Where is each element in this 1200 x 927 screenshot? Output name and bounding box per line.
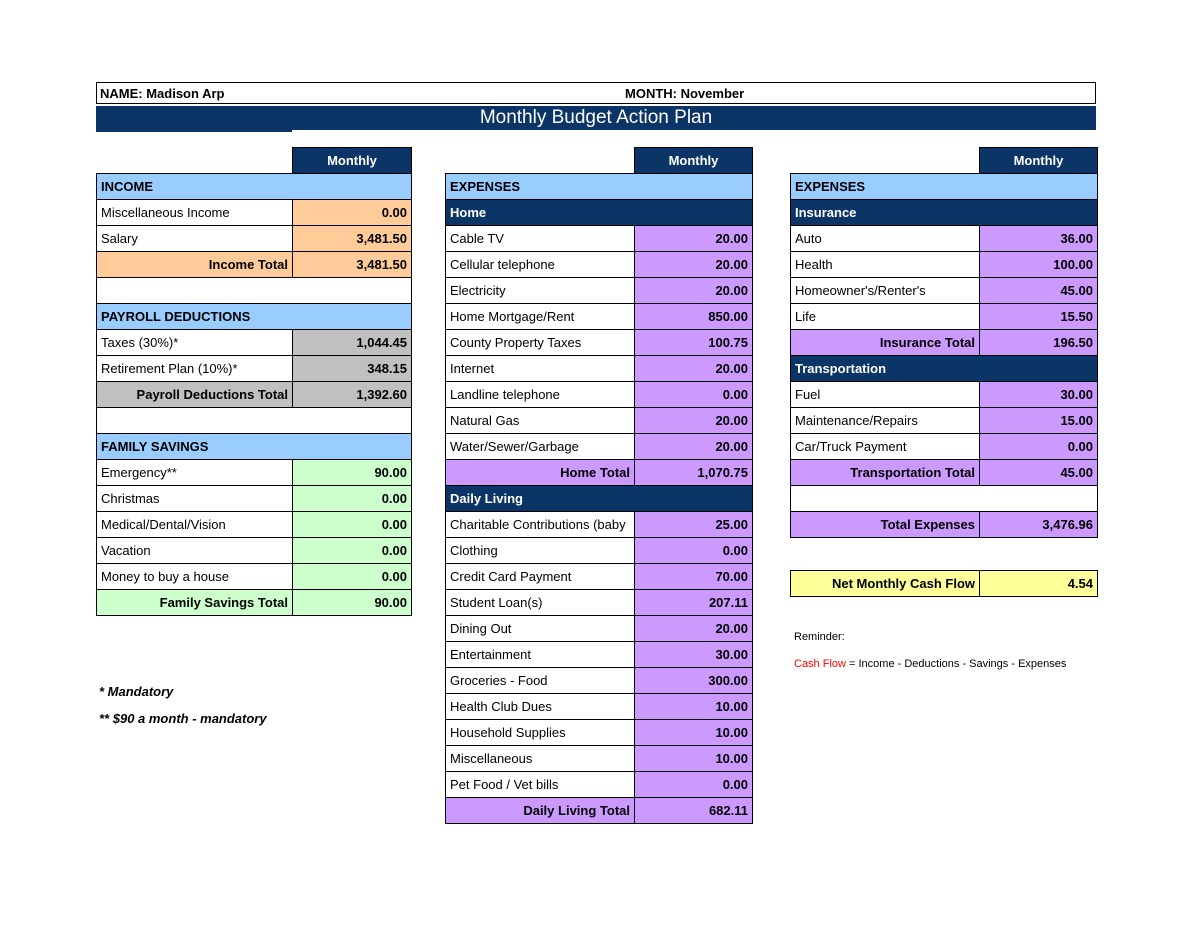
income-section-header: INCOME <box>97 174 412 200</box>
label-cell: Daily Living Total <box>446 798 635 824</box>
column-header: Monthly <box>635 148 753 174</box>
amount-cell: 196.50 <box>980 330 1098 356</box>
income-table <box>96 147 412 616</box>
header-bar <box>96 82 1096 104</box>
table-row <box>97 200 412 226</box>
table-row <box>446 278 753 304</box>
table-row <box>97 564 412 590</box>
label-cell[interactable]: Miscellaneous <box>446 746 635 772</box>
column-header: Monthly <box>980 148 1098 174</box>
savings-total-row <box>97 590 412 616</box>
amount-cell[interactable]: 70.00 <box>635 564 753 590</box>
label-cell: Home Total <box>446 460 635 486</box>
table-row <box>446 616 753 642</box>
daily-living-subheader: Daily Living <box>446 486 753 512</box>
amount-cell: 682.11 <box>635 798 753 824</box>
income-total-row <box>97 252 412 278</box>
label-cell[interactable]: Entertainment <box>446 642 635 668</box>
table-row <box>446 408 753 434</box>
table-row <box>97 538 412 564</box>
amount-cell[interactable]: 0.00 <box>293 200 412 226</box>
payroll-section-header: PAYROLL DEDUCTIONS <box>97 304 412 330</box>
amount-cell[interactable]: 10.00 <box>635 694 753 720</box>
table-row <box>97 512 412 538</box>
label-cell[interactable]: Clothing <box>446 538 635 564</box>
amount-cell[interactable]: 207.11 <box>635 590 753 616</box>
amount-cell: 1,070.75 <box>635 460 753 486</box>
cash-flow-formula <box>794 658 1066 670</box>
amount-cell[interactable]: 100.75 <box>635 330 753 356</box>
amount-cell[interactable]: 15.00 <box>980 408 1098 434</box>
formula-text: = Income - Deductions - Savings - Expenses <box>845 658 1067 670</box>
table-row <box>446 304 753 330</box>
label-cell: Transportation Total <box>791 460 980 486</box>
amount-cell[interactable]: 10.00 <box>635 746 753 772</box>
page-title: Monthly Budget Action Plan <box>96 106 1096 130</box>
label-cell[interactable]: Miscellaneous Income <box>97 200 293 226</box>
table-row <box>446 642 753 668</box>
column-header: Monthly <box>293 148 412 174</box>
table-row <box>446 538 753 564</box>
month-label: MONTH: November <box>625 86 745 101</box>
label-cell[interactable]: Life <box>791 304 980 330</box>
label-cell: Family Savings Total <box>97 590 293 616</box>
mandatory-note: * Mandatory <box>99 684 174 699</box>
amount-cell[interactable]: 3,481.50 <box>293 226 412 252</box>
expenses-middle-table <box>445 147 753 824</box>
amount-cell[interactable]: 0.00 <box>635 382 753 408</box>
label-cell[interactable]: Christmas <box>97 486 293 512</box>
label-cell[interactable]: Health Club Dues <box>446 694 635 720</box>
label-cell[interactable]: Landline telephone <box>446 382 635 408</box>
amount-cell: 3,476.96 <box>980 512 1098 538</box>
amount-cell[interactable]: 30.00 <box>980 382 1098 408</box>
table-row <box>446 252 753 278</box>
label-cell[interactable]: Dining Out <box>446 616 635 642</box>
table-row <box>446 772 753 798</box>
label-cell: Total Expenses <box>791 512 980 538</box>
amount-cell[interactable]: 20.00 <box>635 226 753 252</box>
label-cell: Payroll Deductions Total <box>97 382 293 408</box>
title-underline <box>96 130 292 132</box>
table-row <box>446 226 753 252</box>
reminder-title: Reminder: <box>794 631 845 643</box>
net-cash-flow-table <box>790 570 1098 597</box>
amount-cell[interactable]: 20.00 <box>635 252 753 278</box>
amount-cell[interactable]: 36.00 <box>980 226 1098 252</box>
amount-cell: 3,481.50 <box>293 252 412 278</box>
emergency-note: ** $90 a month - mandatory <box>99 711 267 726</box>
amount-cell: 1,392.60 <box>293 382 412 408</box>
table-row <box>446 694 753 720</box>
amount-cell[interactable]: 1,044.45 <box>293 330 412 356</box>
table-row <box>791 382 1098 408</box>
label-cell[interactable]: Water/Sewer/Garbage <box>446 434 635 460</box>
label-cell[interactable]: Money to buy a house <box>97 564 293 590</box>
savings-section-header: FAMILY SAVINGS <box>97 434 412 460</box>
label-cell[interactable]: Fuel <box>791 382 980 408</box>
table-row <box>446 564 753 590</box>
amount-cell[interactable]: 0.00 <box>635 772 753 798</box>
table-row <box>446 512 753 538</box>
table-row <box>446 590 753 616</box>
daily-living-total-row <box>446 798 753 824</box>
amount-cell[interactable]: 20.00 <box>635 434 753 460</box>
label-cell[interactable]: Internet <box>446 356 635 382</box>
label-cell[interactable]: Groceries - Food <box>446 668 635 694</box>
table-row <box>97 226 412 252</box>
table-row <box>97 460 412 486</box>
label-cell[interactable]: Electricity <box>446 278 635 304</box>
amount-cell[interactable]: 300.00 <box>635 668 753 694</box>
label-cell[interactable]: Student Loan(s) <box>446 590 635 616</box>
label-cell[interactable]: Taxes (30%)* <box>97 330 293 356</box>
label-cell[interactable]: Medical/Dental/Vision <box>97 512 293 538</box>
label-cell[interactable]: Natural Gas <box>446 408 635 434</box>
amount-cell[interactable]: 15.50 <box>980 304 1098 330</box>
expenses-section-header: EXPENSES <box>791 174 1098 200</box>
table-row <box>446 434 753 460</box>
insurance-total-row <box>791 330 1098 356</box>
amount-cell[interactable]: 0.00 <box>293 538 412 564</box>
payroll-total-row <box>97 382 412 408</box>
label-cell[interactable]: Emergency** <box>97 460 293 486</box>
table-row <box>446 356 753 382</box>
amount-cell[interactable]: 20.00 <box>635 278 753 304</box>
table-row <box>97 330 412 356</box>
label-cell[interactable]: Home Mortgage/Rent <box>446 304 635 330</box>
home-subheader: Home <box>446 200 753 226</box>
table-row <box>791 304 1098 330</box>
label-cell[interactable]: Cable TV <box>446 226 635 252</box>
label-cell[interactable]: Maintenance/Repairs <box>791 408 980 434</box>
amount-cell: 45.00 <box>980 460 1098 486</box>
table-row <box>446 330 753 356</box>
label-cell[interactable]: Health <box>791 252 980 278</box>
expenses-right-table <box>790 147 1098 538</box>
label-cell[interactable]: Vacation <box>97 538 293 564</box>
label-cell[interactable]: Retirement Plan (10%)* <box>97 356 293 382</box>
label-cell[interactable]: Cellular telephone <box>446 252 635 278</box>
amount-cell[interactable]: 0.00 <box>293 486 412 512</box>
amount-cell[interactable]: 0.00 <box>293 512 412 538</box>
name-label: NAME: Madison Arp <box>100 86 225 101</box>
total-expenses-row <box>791 512 1098 538</box>
table-row <box>791 252 1098 278</box>
label-cell: Income Total <box>97 252 293 278</box>
transportation-subheader: Transportation <box>791 356 1098 382</box>
table-row <box>791 226 1098 252</box>
table-row <box>97 486 412 512</box>
amount-cell[interactable]: 45.00 <box>980 278 1098 304</box>
table-row <box>791 434 1098 460</box>
transportation-total-row <box>791 460 1098 486</box>
table-row <box>446 382 753 408</box>
label-cell[interactable]: County Property Taxes <box>446 330 635 356</box>
label-cell[interactable]: Credit Card Payment <box>446 564 635 590</box>
amount-cell[interactable]: 30.00 <box>635 642 753 668</box>
net-cash-flow-row <box>791 571 1098 597</box>
amount-cell[interactable]: 100.00 <box>980 252 1098 278</box>
label-cell[interactable]: Charitable Contributions (baby <box>446 512 635 538</box>
label-cell[interactable]: Salary <box>97 226 293 252</box>
expenses-section-header: EXPENSES <box>446 174 753 200</box>
table-row <box>97 356 412 382</box>
label-cell[interactable]: Car/Truck Payment <box>791 434 980 460</box>
label-cell[interactable]: Household Supplies <box>446 720 635 746</box>
amount-cell[interactable]: 850.00 <box>635 304 753 330</box>
label-cell[interactable]: Pet Food / Vet bills <box>446 772 635 798</box>
table-row <box>446 720 753 746</box>
cash-flow-label: Cash Flow <box>794 658 846 670</box>
home-total-row <box>446 460 753 486</box>
amount-cell[interactable]: 348.15 <box>293 356 412 382</box>
amount-cell[interactable]: 0.00 <box>293 564 412 590</box>
amount-cell[interactable]: 0.00 <box>980 434 1098 460</box>
table-row <box>791 408 1098 434</box>
amount-cell[interactable]: 20.00 <box>635 616 753 642</box>
label-cell[interactable]: Homeowner's/Renter's <box>791 278 980 304</box>
amount-cell[interactable]: 20.00 <box>635 408 753 434</box>
amount-cell[interactable]: 25.00 <box>635 512 753 538</box>
amount-cell[interactable]: 10.00 <box>635 720 753 746</box>
label-cell: Net Monthly Cash Flow <box>791 571 980 597</box>
amount-cell[interactable]: 90.00 <box>293 460 412 486</box>
insurance-subheader: Insurance <box>791 200 1098 226</box>
amount-cell[interactable]: 0.00 <box>635 538 753 564</box>
label-cell: Insurance Total <box>791 330 980 356</box>
amount-cell: 4.54 <box>980 571 1098 597</box>
label-cell[interactable]: Auto <box>791 226 980 252</box>
table-row <box>446 668 753 694</box>
table-row <box>791 278 1098 304</box>
amount-cell: 90.00 <box>293 590 412 616</box>
table-row <box>446 746 753 772</box>
amount-cell[interactable]: 20.00 <box>635 356 753 382</box>
